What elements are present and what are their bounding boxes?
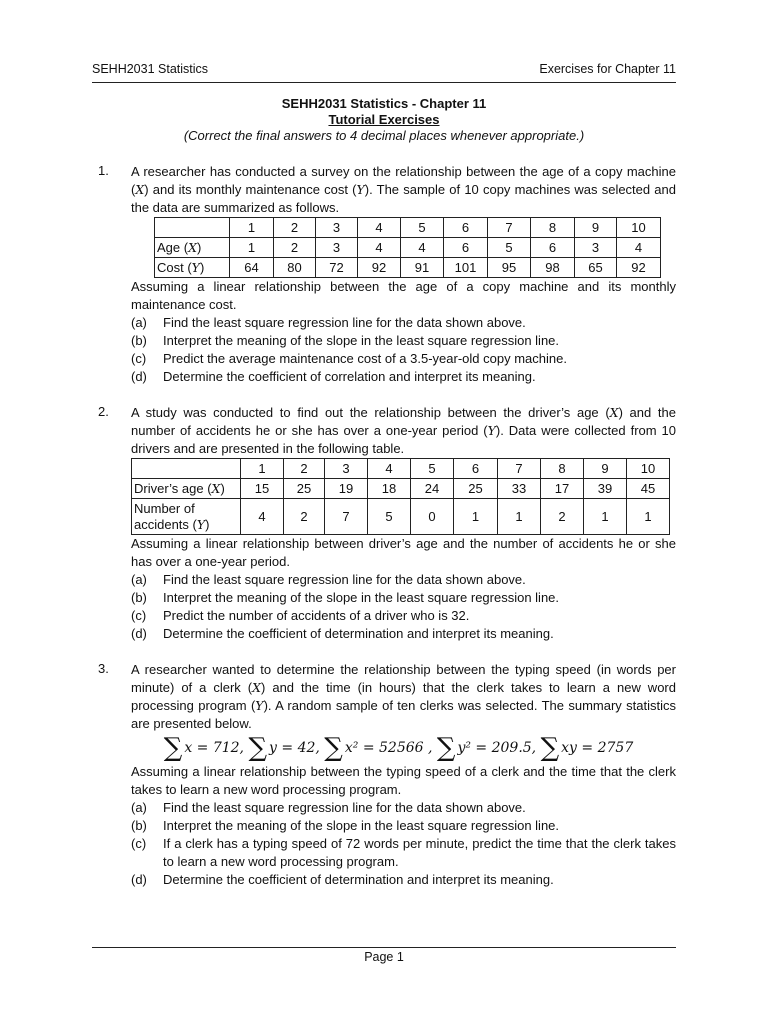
table-cell: 25 — [284, 479, 325, 499]
list-item — [131, 799, 676, 817]
table-cell: 101 — [444, 258, 488, 278]
table-cell: 72 — [316, 258, 358, 278]
table-corner-cell — [155, 218, 230, 238]
part-label: (c) — [131, 608, 147, 623]
part-label: (d) — [131, 626, 147, 641]
table-cell: 19 — [325, 479, 368, 499]
variable-y: Y — [356, 182, 365, 197]
list-item — [131, 571, 676, 589]
sum-y: y = 42, — [269, 740, 320, 756]
table-cell: 4 — [401, 238, 444, 258]
question-intro — [131, 661, 676, 733]
table-cell: 7 — [325, 499, 368, 535]
page-header — [92, 62, 676, 83]
table-cell: 6 — [444, 218, 488, 238]
question-intro — [131, 163, 676, 217]
list-item — [131, 350, 676, 368]
row-label-drivers-age: Driver’s age (X) — [132, 479, 241, 499]
table-cell: 1 — [241, 459, 284, 479]
question-intro — [131, 404, 676, 458]
list-item — [131, 589, 676, 607]
table-cell: 39 — [584, 479, 627, 499]
table-cell: 7 — [488, 218, 531, 238]
list-item — [131, 817, 676, 835]
intro-text: ) and the time (in hours) that the clerk takes to learn a new word processing program ( — [131, 680, 676, 713]
table-cell: 65 — [575, 258, 617, 278]
list-item — [131, 871, 676, 889]
question-number: 2. — [98, 404, 109, 419]
list-item — [131, 835, 676, 871]
footer-divider — [92, 947, 676, 948]
list-item — [131, 607, 676, 625]
question-number: 3. — [98, 661, 109, 676]
table-corner-cell — [132, 459, 241, 479]
summary-statistics-formula — [121, 733, 676, 763]
table-cell: 5 — [488, 238, 531, 258]
assumption-text: Assuming a linear relationship between the typing speed of a clerk and the time that the clerk takes to learn a new word processing program. — [131, 764, 676, 797]
table-cell: 6 — [444, 238, 488, 258]
table-cell: 3 — [325, 459, 368, 479]
sum-symbol: ∑ — [163, 733, 183, 763]
table-cell: 7 — [498, 459, 541, 479]
intro-text: ). Data were collected from 10 drivers and are presented in the following table. — [131, 423, 677, 456]
table-row — [132, 499, 670, 535]
table-cell: 9 — [575, 218, 617, 238]
header-course: SEHH2031 Statistics — [92, 62, 209, 76]
question-2 — [92, 404, 676, 643]
table-header-row — [132, 459, 670, 479]
table-cell: 6 — [454, 459, 498, 479]
table-cell: 10 — [627, 459, 670, 479]
row-label-accidents: Number of accidents (Y) — [132, 499, 241, 535]
document-subtitle: Tutorial Exercises — [328, 112, 440, 127]
table-cell: 18 — [368, 479, 411, 499]
table-row — [155, 238, 661, 258]
table-cell: 33 — [498, 479, 541, 499]
part-label: (b) — [131, 590, 147, 605]
assumption-text: Assuming a linear relationship between the age of a copy machine and its monthly maintenance cost. — [131, 279, 676, 312]
table-cell: 1 — [584, 499, 627, 535]
table-cell: 2 — [284, 459, 325, 479]
sum-xy: xy = 2757 — [561, 740, 634, 756]
list-item — [131, 332, 676, 350]
table-cell: 6 — [531, 238, 575, 258]
table-cell: 4 — [241, 499, 284, 535]
table-cell: 3 — [316, 238, 358, 258]
table-cell: 4 — [358, 238, 401, 258]
table-cell: 2 — [274, 238, 316, 258]
part-label: (c) — [131, 836, 147, 851]
part-text: Predict the average maintenance cost of a 3.5-year-old copy machine. — [163, 351, 567, 366]
table-cell: 95 — [488, 258, 531, 278]
intro-text: ). The sample of 10 copy machines was selected and the data are summarized as follows. — [131, 182, 676, 215]
list-item — [131, 625, 676, 643]
table-cell: 5 — [368, 499, 411, 535]
part-text: Find the least square regression line for the data shown above. — [163, 572, 526, 587]
title-block — [92, 96, 676, 144]
table-row — [132, 479, 670, 499]
table-cell: 45 — [627, 479, 670, 499]
part-text: Determine the coefficient of correlation and interpret its meaning. — [163, 369, 536, 384]
intro-text: ). A random sample of ten clerks was selected. The summary statistics are presented below. — [131, 698, 676, 731]
rounding-note: (Correct the final answers to 4 decimal places whenever appropriate.) — [183, 128, 585, 143]
data-table — [131, 458, 670, 535]
sum-x: x = 712, — [184, 740, 245, 756]
part-text: Interpret the meaning of the slope in the least square regression line. — [163, 590, 560, 605]
intro-text: ) and its monthly maintenance cost ( — [144, 182, 357, 197]
table-cell: 92 — [358, 258, 401, 278]
part-label: (c) — [131, 351, 147, 366]
table-cell: 2 — [284, 499, 325, 535]
table-cell: 1 — [627, 499, 670, 535]
table-cell: 15 — [241, 479, 284, 499]
header-chapter: Exercises for Chapter 11 — [539, 62, 676, 76]
intro-text: A researcher has conducted a survey on the relationship between the age of a copy machine ( — [131, 164, 676, 197]
table-cell: 9 — [584, 459, 627, 479]
sum-symbol: ∑ — [540, 733, 560, 763]
table-cell: 5 — [411, 459, 454, 479]
variable-x: X — [609, 405, 619, 420]
table-cell: 10 — [617, 218, 661, 238]
table-cell: 25 — [454, 479, 498, 499]
part-text: If a clerk has a typing speed of 72 words per minute, predict the time that the clerk takes to learn a new word processing program. — [163, 836, 676, 869]
part-label: (a) — [131, 315, 147, 330]
table-row — [155, 258, 661, 278]
sub-questions — [131, 314, 676, 386]
document-title: SEHH2031 Statistics - Chapter 11 — [281, 96, 487, 111]
table-cell: 3 — [316, 218, 358, 238]
table-cell: 4 — [617, 238, 661, 258]
table-cell: 1 — [230, 238, 274, 258]
table-header-row — [155, 218, 661, 238]
table-cell: 4 — [358, 218, 401, 238]
table-cell: 91 — [401, 258, 444, 278]
table-cell: 1 — [454, 499, 498, 535]
table-cell: 5 — [401, 218, 444, 238]
sum-symbol: ∑ — [324, 733, 343, 763]
variable-y: Y — [487, 423, 496, 438]
question-number: 1. — [98, 163, 109, 178]
sub-questions — [131, 799, 676, 889]
sum-symbol: ∑ — [436, 733, 456, 763]
table-cell: 17 — [541, 479, 584, 499]
sum-symbol: ∑ — [248, 733, 268, 763]
part-text: Interpret the meaning of the slope in the least square regression line. — [163, 333, 560, 348]
variable-y: Y — [255, 698, 264, 713]
table-cell: 80 — [274, 258, 316, 278]
part-text: Interpret the meaning of the slope in the least square regression line. — [163, 818, 560, 833]
part-label: (d) — [131, 872, 147, 887]
sub-questions — [131, 571, 676, 643]
table-cell: 98 — [531, 258, 575, 278]
table-cell: 1 — [230, 218, 274, 238]
part-label: (a) — [131, 800, 147, 815]
table-cell: 1 — [498, 499, 541, 535]
part-label: (a) — [131, 572, 147, 587]
part-text: Find the least square regression line for the data shown above. — [163, 800, 526, 815]
part-text: Predict the number of accidents of a driver who is 32. — [163, 608, 470, 623]
question-1 — [92, 163, 676, 386]
table-cell: 3 — [575, 238, 617, 258]
list-item — [131, 314, 676, 332]
page-number: Page 1 — [364, 950, 404, 964]
table-cell: 92 — [617, 258, 661, 278]
table-cell: 0 — [411, 499, 454, 535]
table-cell: 2 — [541, 499, 584, 535]
intro-text: A study was conducted to find out the relationship between the driver’s age ( — [131, 405, 610, 420]
sum-x-squared: x² = 52566 , — [344, 740, 433, 756]
table-cell: 24 — [411, 479, 454, 499]
variable-x: X — [252, 680, 262, 695]
part-label: (b) — [131, 333, 147, 348]
part-text: Determine the coefficient of determination and interpret its meaning. — [163, 626, 554, 641]
table-cell: 8 — [541, 459, 584, 479]
part-text: Determine the coefficient of determination and interpret its meaning. — [163, 872, 554, 887]
intro-text: A researcher wanted to determine the relationship between the typing speed (in words per minute) of a clerk ( — [131, 662, 676, 695]
table-cell: 64 — [230, 258, 274, 278]
table-cell: 4 — [368, 459, 411, 479]
intro-text: ) and the number of accidents he or she has over a one-year period ( — [131, 405, 676, 438]
table-cell: 8 — [531, 218, 575, 238]
row-label-cost: Cost (Y) — [155, 258, 230, 278]
part-text: Find the least square regression line for the data shown above. — [163, 315, 526, 330]
question-3 — [92, 661, 676, 889]
table-cell: 2 — [274, 218, 316, 238]
row-label-age: Age (X) — [155, 238, 230, 258]
part-label: (d) — [131, 369, 147, 384]
data-table — [154, 217, 661, 278]
list-item — [131, 368, 676, 386]
sum-y-squared: y² = 209.5, — [457, 740, 537, 756]
assumption-text: Assuming a linear relationship between driver’s age and the number of accidents he or she has over a one-year period. — [131, 536, 676, 569]
variable-x: X — [135, 182, 145, 197]
part-label: (b) — [131, 818, 147, 833]
